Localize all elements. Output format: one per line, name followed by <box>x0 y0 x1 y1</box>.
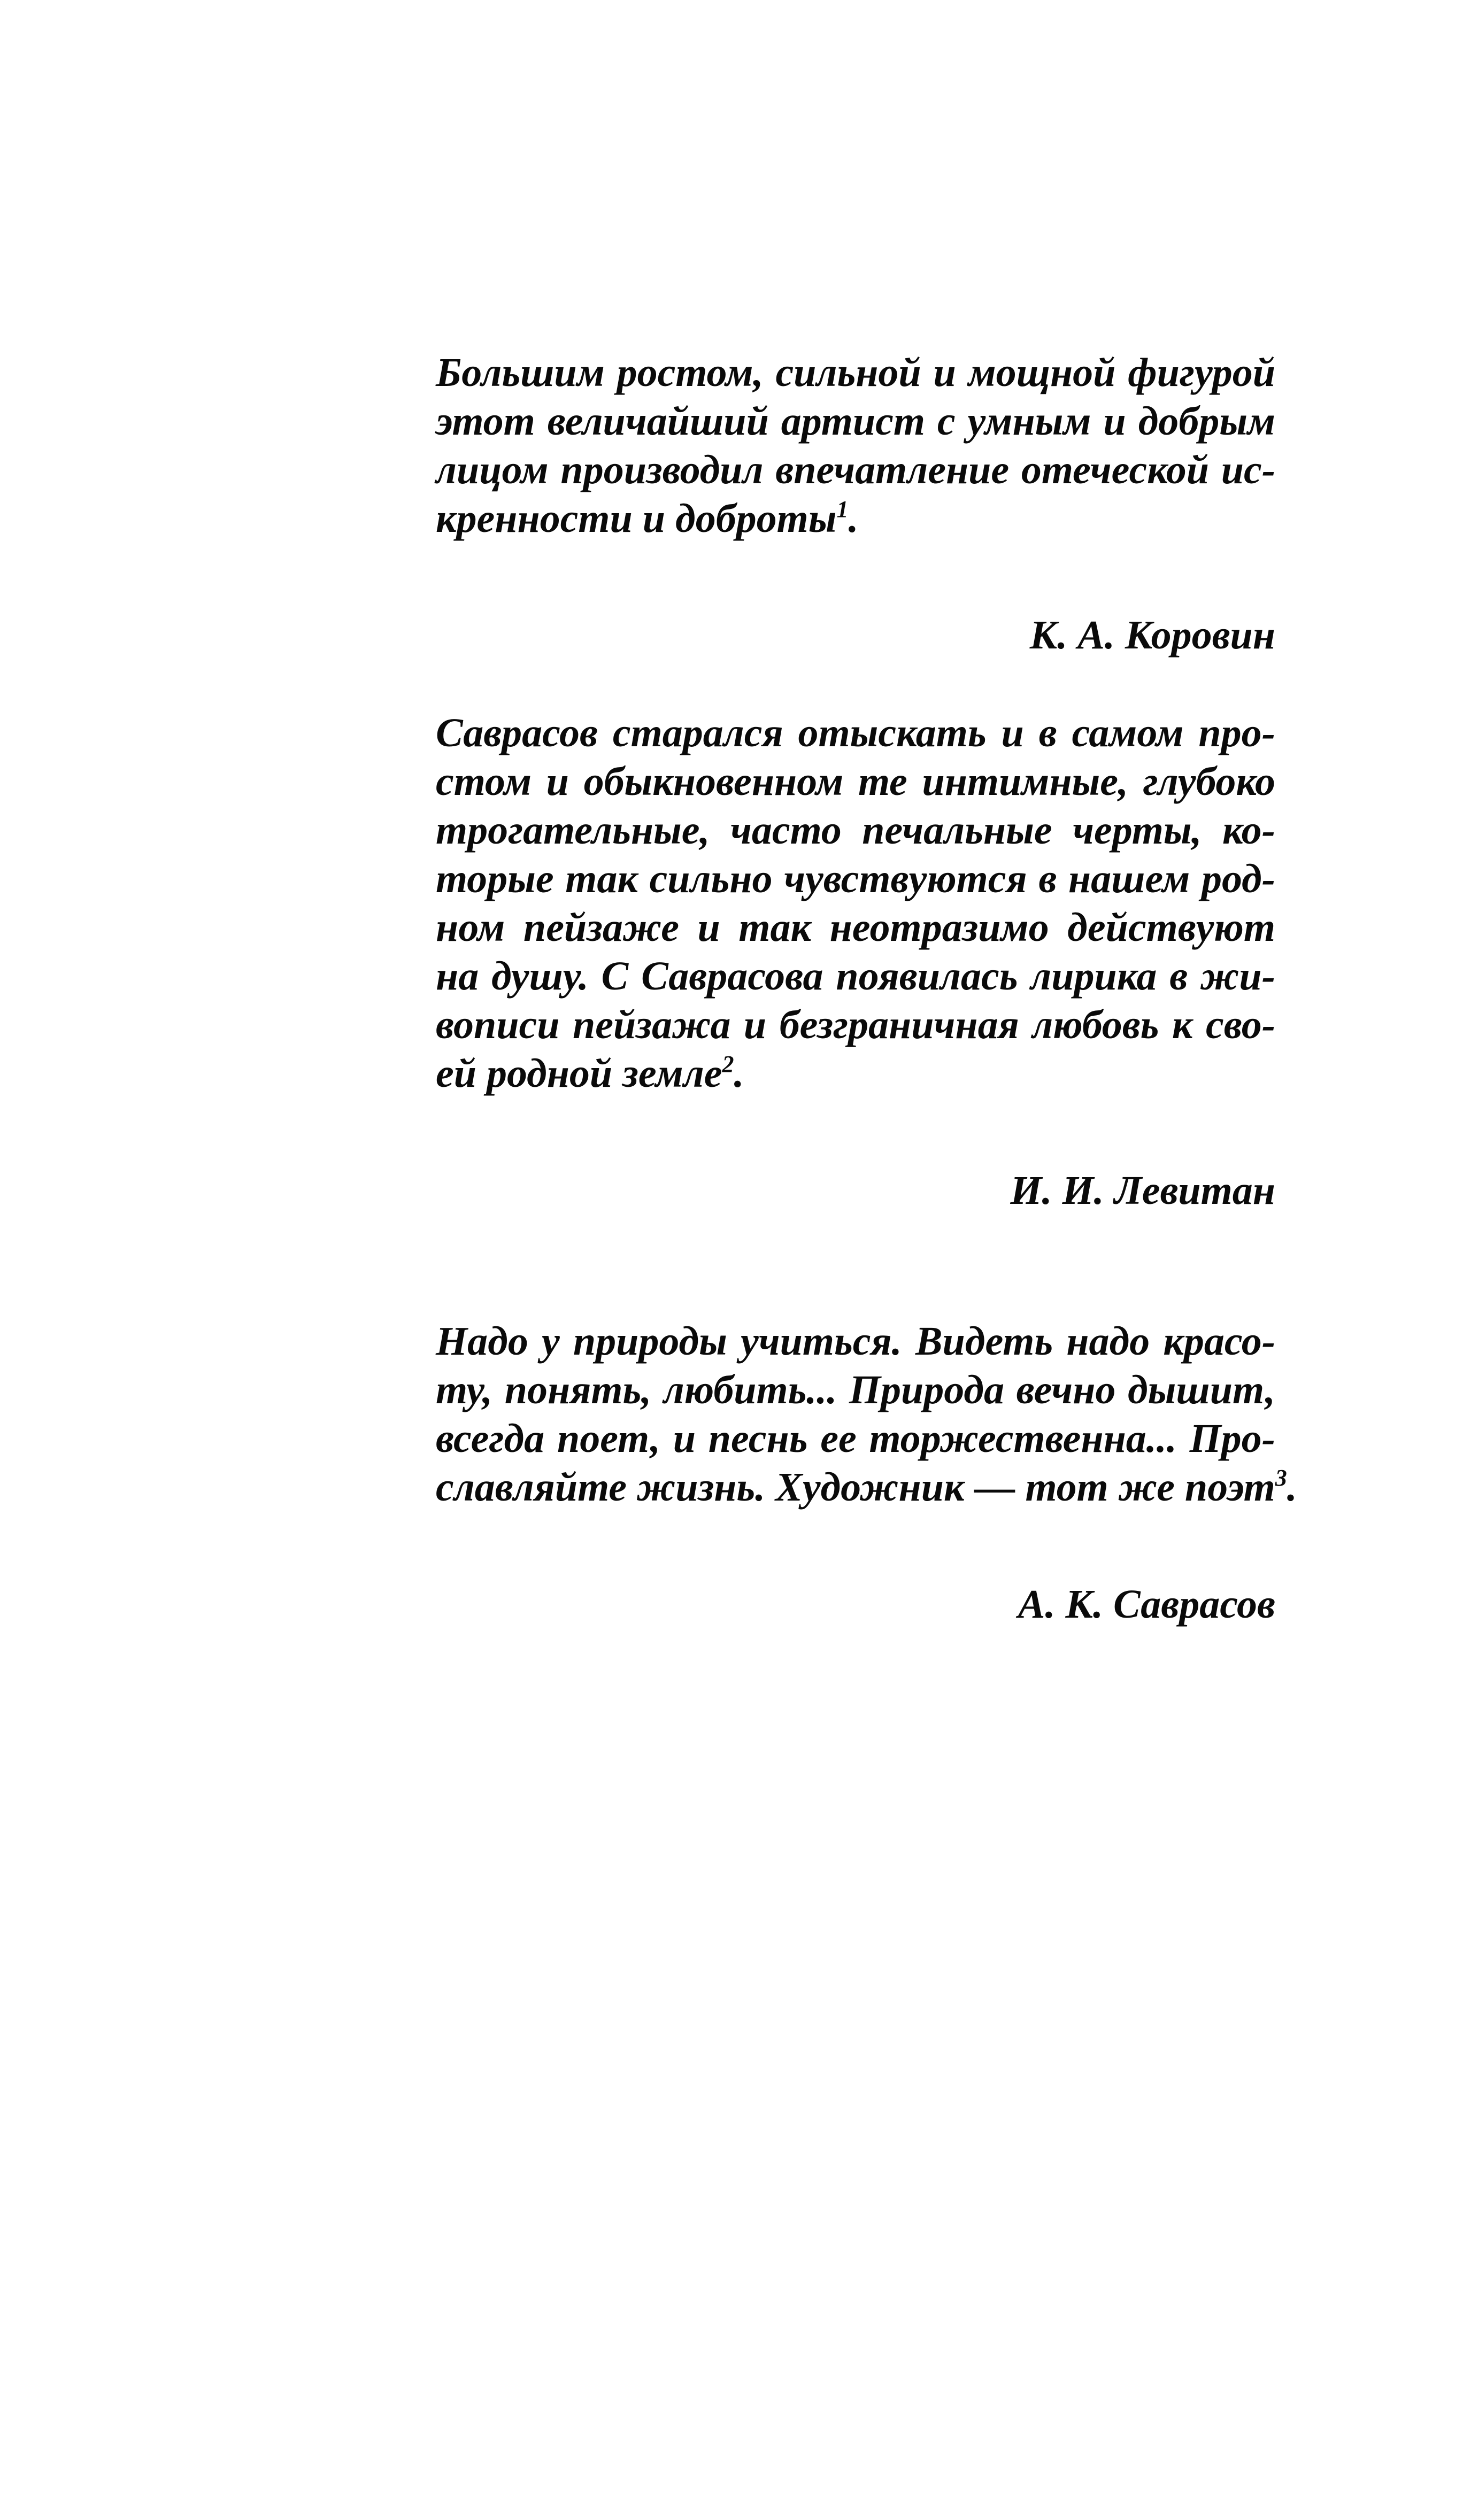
quote-line: этот величайший артист с умным и добрым <box>436 399 1275 444</box>
quote-tail: . <box>1287 1465 1297 1510</box>
epigraph-quote <box>436 349 1275 543</box>
epigraph-levitan <box>436 709 1275 1215</box>
quote-line: на душу. С Саврасова появилась лирика в жи- <box>436 954 1275 999</box>
epigraph-author: А. К. Саврасов <box>1018 1582 1275 1627</box>
footnote-marker: 2 <box>722 1051 734 1077</box>
quote-line: ном пейзаже и так неотразимо действуют <box>436 905 1275 950</box>
quote-line-last <box>436 1463 1297 1512</box>
quote-line: трогательные, часто печальные черты, ко- <box>436 808 1275 853</box>
epigraph-quote <box>436 709 1275 1098</box>
quote-tail: . <box>848 496 859 541</box>
quote-line: всегда поет, и песнь ее торжественна... Про- <box>436 1416 1275 1461</box>
quote-line: торые так сильно чувствуются в нашем род- <box>436 856 1275 901</box>
quote-line: стом и обыкновенном те интимные, глубоко <box>436 759 1275 804</box>
epigraph-author: К. А. Коровин <box>1029 613 1275 658</box>
footnote-marker: 1 <box>836 496 849 522</box>
quote-line-text: славляйте жизнь. Художник — тот же поэт <box>436 1465 1275 1510</box>
quote-line-text: ей родной земле <box>436 1051 722 1096</box>
quote-line: лицом производил впечатление отеческой ис- <box>436 447 1275 492</box>
quote-line: вописи пейзажа и безграничная любовь к сво- <box>436 1002 1275 1047</box>
epigraph-savrasov <box>436 1317 1297 1629</box>
quote-line-last <box>436 1049 1275 1098</box>
quote-tail: . <box>734 1051 744 1096</box>
epigraph-korovin <box>436 349 1275 660</box>
quote-line-text: кренности и доброты <box>436 496 837 541</box>
quote-line: Большим ростом, сильной и мощной фигурой <box>436 350 1275 395</box>
quote-line: ту, понять, любить... Природа вечно дышит, <box>436 1367 1275 1412</box>
quote-line: Саврасов старался отыскать и в самом про- <box>436 710 1275 755</box>
epigraph-author: И. И. Левитан <box>1010 1168 1275 1213</box>
epigraph-quote <box>436 1317 1297 1512</box>
quote-line: Надо у природы учиться. Видеть надо красо- <box>436 1319 1275 1364</box>
footnote-marker: 3 <box>1275 1465 1287 1491</box>
quote-line-last <box>436 494 1275 543</box>
